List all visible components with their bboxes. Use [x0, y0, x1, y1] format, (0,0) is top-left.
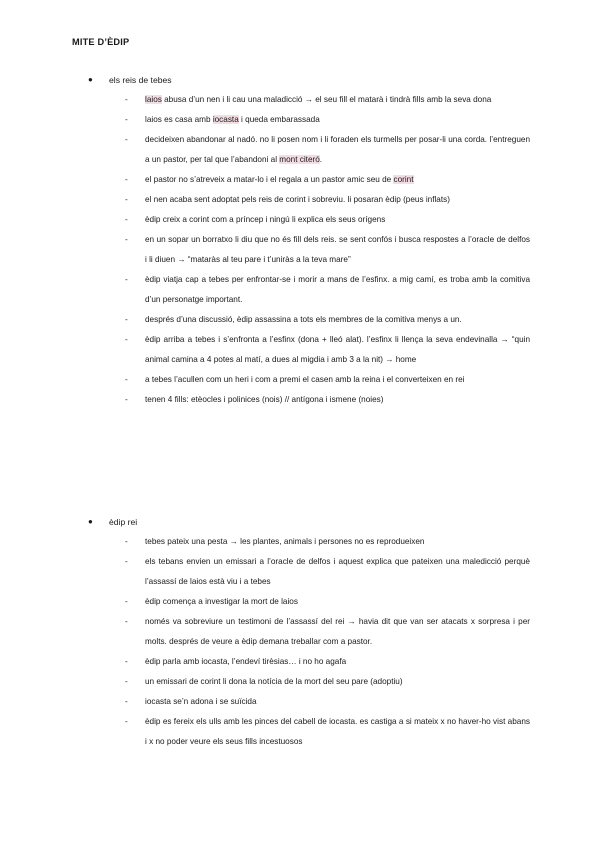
dash-marker: - — [125, 617, 128, 626]
item-text: decideixen abandonar al nadó. no li posen nom i li foraden els turmells per posar-li una corda. l’entreguen a un pastor, per tal que l’abandoni al — [145, 135, 530, 164]
item-text: èdip viatja cap a tebes per enfrontar-se i morir a mans de l’esfinx. a mig camí, es troba amb la comitiva d’un personatge important. — [145, 275, 530, 304]
dash-marker: - — [125, 717, 128, 726]
item-text: abusa d’un nen i li cau una maladicció → el seu fill el matarà i tindrà fills amb la seva dona — [161, 95, 492, 104]
dash-marker: - — [125, 115, 128, 124]
page-title: MITE D’ÈDIP — [72, 37, 130, 47]
dash-marker: - — [125, 597, 128, 606]
item-text: èdip arriba a tebes i s’enfronta a l’esfinx (dona + lleó alat). l’esfinx li llença la seva endevinalla → “quin animal camina a 4 potes al matí, a dues al migdia i amb 3 a la nit) → home — [145, 335, 530, 364]
dash-marker: - — [125, 537, 128, 546]
list-item — [125, 270, 530, 310]
list-item — [125, 190, 530, 210]
list-item — [125, 110, 530, 130]
dash-marker: - — [125, 335, 128, 344]
highlighted-text: iocasta — [212, 115, 239, 124]
dash-marker: - — [125, 275, 128, 284]
dash-marker: - — [125, 215, 128, 224]
list-item — [125, 230, 530, 270]
list-item — [125, 692, 530, 712]
list-item — [125, 592, 530, 612]
highlighted-text: corint — [393, 175, 414, 184]
list-item — [125, 130, 530, 170]
dash-marker: - — [125, 557, 128, 566]
list-item — [125, 210, 530, 230]
dash-marker: - — [125, 235, 128, 244]
highlighted-text: mont citeró — [279, 155, 320, 164]
dash-marker: - — [125, 657, 128, 666]
list-item — [125, 330, 530, 370]
item-text: . — [319, 155, 323, 164]
item-text: a tebes l’acullen com un heri i com a premi el casen amb la reina i el converteixen en rei — [145, 375, 465, 384]
section-heading-text: èdip rei — [109, 517, 138, 527]
list-item — [125, 390, 530, 410]
item-text: en un sopar un borratxo li diu que no és fill dels reis. se sent confós i busca respostes a l’oracle de delfos i li diuen → “mataràs al teu pare i t’uniràs a la teva mare” — [145, 235, 530, 264]
item-text: tenen 4 fills: etèocles i polinices (nois) // antígona i ismene (noies) — [145, 395, 384, 404]
section-item-list — [125, 90, 530, 410]
item-text: un emissari de corint li dona la notícia de la mort del seu pare (adoptiu) — [145, 677, 403, 686]
list-item — [125, 712, 530, 752]
item-text: tebes pateix una pesta → les plantes, animals i persones no es reprodueixen — [145, 537, 425, 546]
item-text: els tebans envien un emissari a l’oracle de delfos i aquest explica que pateixen una maledicció perquè l’assassí de laios està viu i a tebes — [145, 557, 530, 586]
list-item — [125, 672, 530, 692]
item-text: i queda embarassada — [238, 115, 320, 124]
dash-marker: - — [125, 395, 128, 404]
item-text: èdip creix a corint com a príncep i ningú li explica els seus orígens — [145, 215, 386, 224]
list-item — [125, 552, 530, 592]
dash-marker: - — [125, 375, 128, 384]
list-item — [125, 370, 530, 390]
highlighted-text: laios — [145, 95, 162, 104]
item-text: el pastor no s’atreveix a matar-lo i el regala a un pastor amic seu de — [145, 175, 394, 184]
list-item — [125, 170, 530, 190]
dash-marker: - — [125, 195, 128, 204]
item-text: el nen acaba sent adoptat pels reis de corint i sobreviu. li posaran èdip (peus inflats) — [145, 195, 450, 204]
section-item-list — [125, 532, 530, 752]
dash-marker: - — [125, 677, 128, 686]
list-item — [125, 90, 530, 110]
list-item — [125, 612, 530, 652]
item-text: èdip parla amb iocasta, l’endeví tirèsias… i no ho agafa — [145, 657, 347, 666]
list-item — [125, 652, 530, 672]
item-text: iocasta se’n adona i se suïcida — [145, 697, 257, 706]
item-text: després d’una discussió, èdip assassina a tots els membres de la comitiva menys a un. — [145, 315, 462, 324]
list-item — [125, 310, 530, 330]
dash-marker: - — [125, 135, 128, 144]
dash-marker: - — [125, 175, 128, 184]
dash-marker: - — [125, 315, 128, 324]
item-text: laios es casa amb — [145, 115, 213, 124]
item-text: només va sobreviure un testimoni de l’assassí del rei → havia dit que van ser atacats x sorpresa i per molts. després de veure a èdip demana treballar com a pastor. — [145, 617, 530, 646]
dash-marker: - — [125, 697, 128, 706]
section-heading-text: els reis de tebes — [109, 75, 172, 85]
bullet-icon: ● — [88, 517, 93, 526]
item-text: èdip comença a investigar la mort de laios — [145, 597, 298, 606]
list-item — [125, 532, 530, 552]
dash-marker: - — [125, 95, 128, 104]
bullet-icon: ● — [88, 75, 93, 84]
item-text: èdip es fereix els ulls amb les pinces del cabell de iocasta. es castiga a si mateix x no haver-ho vist abans i x no poder veure els seus fills incestuosos — [145, 717, 530, 746]
